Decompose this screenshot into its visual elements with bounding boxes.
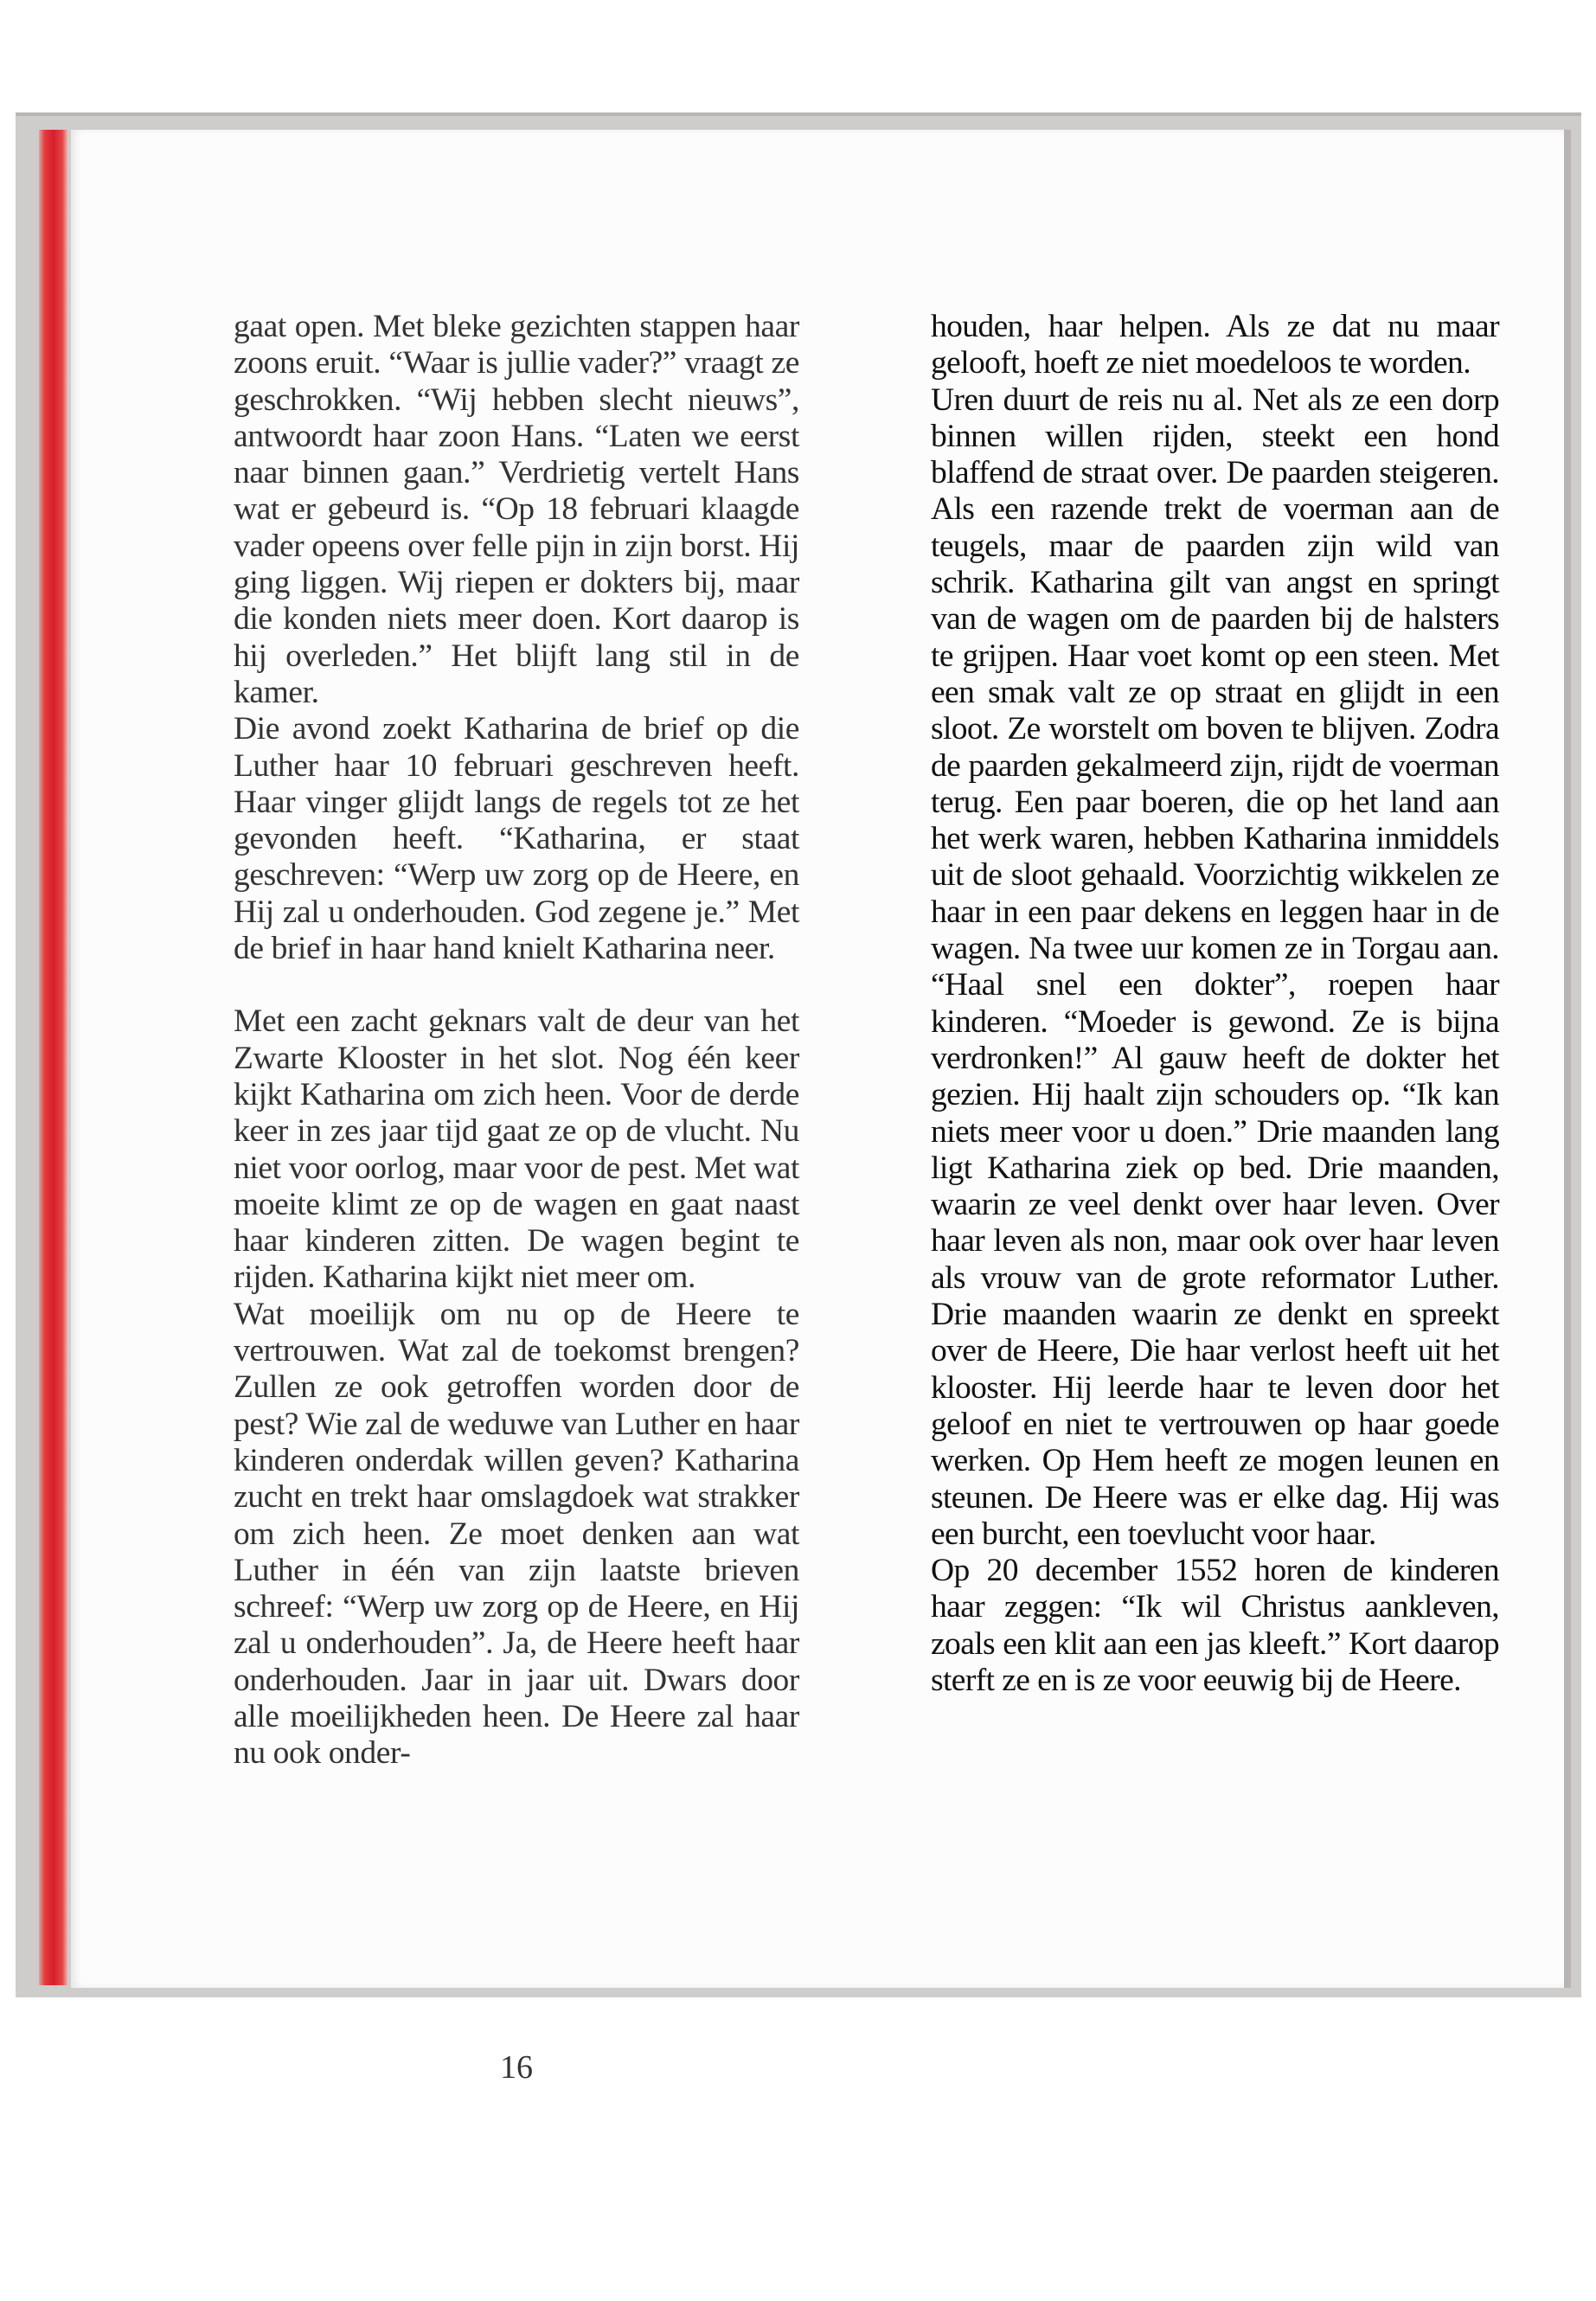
paragraph: Op 20 december 1552 horen de kinderen haar zeggen: “Ik wil Christus aankleven, zoals een klit aan een jas kleeft.” Kort daarop sterft ze en is ze voor eeuwig bij de Heere.: [931, 1553, 1499, 1698]
red-page-edges: [39, 130, 68, 1985]
paragraph: Uren duurt de reis nu al. Net als ze een dorp binnen willen rijden, steekt een hond blaffend de straat over. De paarden steigeren. Als een razende trekt de voerman aan de teugels, maar de paarden zijn wild van schrik. Katharina gilt van angst en springt van de wagen om de paarden bij de halsters te grijpen. Haar voet komt op een steen. Met een smak valt ze op straat en glijdt in een sloot. Ze worstelt om boven te blijven. Zodra de paarden gekalmeerd zijn, rijdt de voerman terug. Een paar boeren, die op het land aan het werk waren, hebben Katharina inmiddels uit de sloot gehaald. Voorzichtig wikkelen ze haar in een paar dekens en leggen haar in de wagen. Na twee uur komen ze in Torgau aan. “Haal snel een dokter”, roepen haar kinderen. “Moeder is gewond. Ze is bijna verdronken!” Al gauw heeft de dokter het gezien. Hij haalt zijn schouders op. “Ik kan niets meer voor u doen.” Drie maanden lang ligt Katharina ziek op bed. Drie maanden, waarin ze veel denkt over haar leven. Over haar leven als non, maar ook over haar leven als vrouw van de grote reformator Luther. Drie maanden waarin ze denkt en spreekt over de Heere, Die haar verlost heeft uit het klooster. Hij leerde haar te leven door het geloof en niet te vertrouwen op haar goede werken. Op Hem heeft ze mogen leunen en steunen. De Heere was er elke dag. Hij was een burcht, een toevlucht voor haar.: [931, 381, 1499, 1552]
right-text-column: [931, 309, 1499, 1699]
page-number: 16: [500, 2049, 533, 2086]
paragraph: Die avond zoekt Katharina de brief op die Luther haar 10 februari geschreven heeft. Haar vinger glijdt langs de regels tot ze het gevonden heeft. “Katharina, er staat geschreven: “Werp uw zorg op de Heere, en Hij zal u onderhouden. God zegene je.” Met de brief in haar hand knielt Katharina neer.: [234, 711, 799, 967]
paragraph: gaat open. Met bleke gezichten stappen haar zoons eruit. “Waar is jullie vader?” vraagt ze geschrokken. “Wij hebben slecht nieuws”, antwoordt haar zoon Hans. “Laten we eerst naar binnen gaan.” Verdrietig vertelt Hans wat er gebeurd is. “Op 18 februari klaagde vader opeens over felle pijn in zijn borst. Hij ging liggen. Wij riepen er dokters bij, maar die konden niets meer doen. Kort daarop is hij overleden.” Het blijft lang stil in de kamer.: [234, 309, 799, 710]
paragraph: Met een zacht geknars valt de deur van het Zwarte Klooster in het slot. Nog één keer kijkt Katharina om zich heen. Voor de derde keer in zes jaar tijd gaat ze op de vlucht. Nu niet voor oorlog, maar voor de pest. Met wat moeite klimt ze op de wagen en gaat naast haar kinderen zitten. De wagen begint te rijden. Katharina kijkt niet meer om.: [234, 1003, 799, 1296]
paragraph: Wat moeilijk om nu op de Heere te vertrouwen. Wat zal de toekomst brengen? Zullen ze ook getroffen worden door de pest? Wie zal de weduwe van Luther en haar kinderen onderdak willen geven? Katharina zucht en trekt haar omslagdoek wat strakker om zich heen. Ze moet denken aan wat Luther in één van zijn laatste brieven schreef: “Werp uw zorg op de Heere, en Hij zal u onderhouden”. Ja, de Heere heeft haar onderhouden. Jaar in jaar uit. Dwars door alle moeilijkheden heen. De Heere zal haar nu ook onder-: [234, 1296, 799, 1772]
page-right-edge: [1564, 130, 1571, 1988]
paragraph: houden, haar helpen. Als ze dat nu maar gelooft, hoeft ze niet moedeloos te worden.: [931, 309, 1499, 381]
left-text-column: [234, 309, 799, 1772]
